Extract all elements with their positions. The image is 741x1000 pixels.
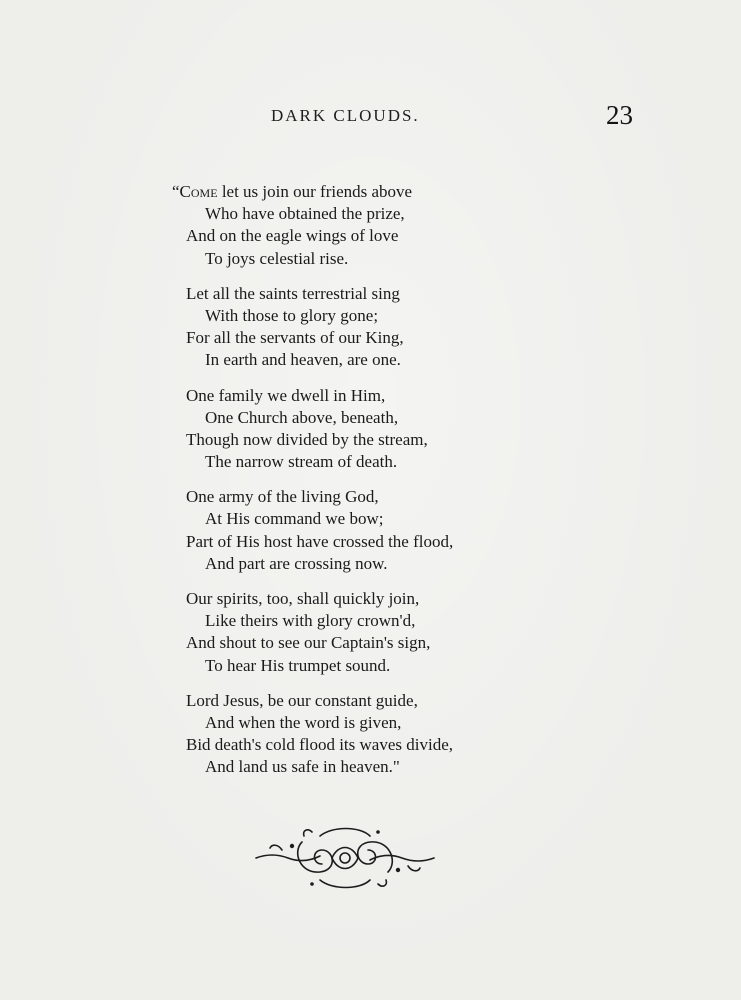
poem-line: Our spirits, too, shall quickly join, <box>186 589 420 608</box>
opening-quote: “ <box>172 182 180 201</box>
poem-line: The narrow stream of death. <box>205 452 398 472</box>
poem-line: Like theirs with glory crown'd, <box>205 611 416 631</box>
poem-line: Though now divided by the stream, <box>186 429 428 449</box>
running-head: DARK CLOUDS. <box>271 106 420 125</box>
poem-line: At His command we bow; <box>205 509 384 529</box>
poem-line: Bid death's cold flood its waves divide, <box>186 735 453 755</box>
first-word: Come <box>179 182 218 201</box>
poem-line: To joys celestial rise. <box>205 248 349 268</box>
stanza <box>172 385 492 474</box>
poem-line <box>172 181 492 203</box>
poem <box>172 181 492 792</box>
poem-line: And when the word is given, <box>205 712 402 732</box>
poem-line: To hear His trumpet sound. <box>205 655 391 675</box>
stanza <box>172 486 492 575</box>
scroll-flourish-icon <box>252 822 438 892</box>
poem-line: In earth and heaven, are one. <box>205 350 401 370</box>
poem-line: Let all the saints terrestrial sing <box>186 283 400 303</box>
poem-line: One army of the living God, <box>186 487 379 507</box>
poem-line: One Church above, beneath, <box>205 407 399 427</box>
poem-line: With those to glory gone; <box>205 305 379 325</box>
poem-line: And land us safe in heaven." <box>205 757 400 777</box>
stanza <box>172 181 492 270</box>
page-header <box>0 100 741 144</box>
page-number: 23 <box>606 100 633 130</box>
poem-line: One family we dwell in Him, <box>186 385 386 405</box>
first-line-rest: let us join our friends above <box>217 182 413 201</box>
poem-line: Who have obtained the prize, <box>205 204 405 224</box>
poem-line: Lord Jesus, be our constant guide, <box>186 690 418 710</box>
poem-line: And on the eagle wings of love <box>186 226 399 246</box>
stanza <box>172 588 492 677</box>
stanza <box>172 690 492 779</box>
poem-line: For all the servants of our King, <box>186 328 404 348</box>
stanza <box>172 283 492 372</box>
poem-line: And shout to see our Captain's sign, <box>186 633 431 653</box>
poem-line: Part of His host have crossed the flood, <box>186 531 454 551</box>
poem-line: And part are crossing now. <box>205 553 388 573</box>
